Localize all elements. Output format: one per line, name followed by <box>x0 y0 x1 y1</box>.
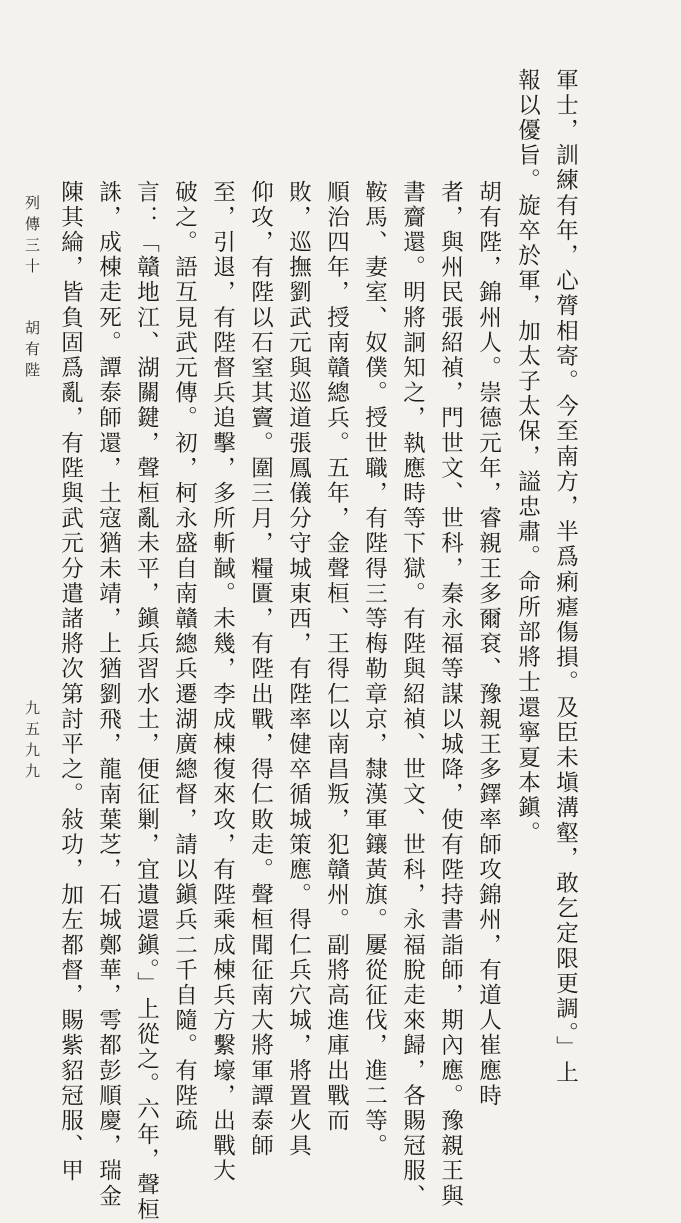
text-column: 至，引退，有陛督兵追擊，多所斬馘。未幾，李成棟復來攻，有陛乘成棟兵方繫壕，出戰大 <box>209 180 236 1184</box>
page-number: 九五九九 <box>23 700 41 784</box>
text-column: 陳其綸，皆負固爲亂，有陛與武元分遣諸將次第討平之。敍功，加左都督，賜紫貂冠服、甲 <box>57 180 84 1184</box>
text-column: 言：「贛地江、湖關鍵，聲桓亂未平，鎭兵習水土，便征剿，宜遺還鎭。」上從之。六年，聲桓 <box>133 180 160 1223</box>
text-column: 者，與州民張紹禎，門世文、世科，秦永福等謀以城降，使有陛持書詣師，期內應。豫親王與 <box>437 180 464 1210</box>
text-column: 書齎還。明將詗知之，執應時等下獄。有陛與紹禎、世文、世科，永福脫走來歸，各賜冠服、 <box>399 180 426 1210</box>
text-column: 軍士，訓練有年，心膂相寄。今至南方，半爲痢瘧傷損。及臣未塡溝壑，敢乞定限更調。」上 <box>552 68 579 1086</box>
text-column: 順治四年，授南贛總兵。五年，金聲桓、王得仁以南昌叛，犯贛州。副將高進庫出戰而 <box>323 180 350 1134</box>
subject-label: 胡有陛 <box>23 320 41 383</box>
text-column: 誅，成棟走死。譚泰師還，土寇猶未靖，上猶劉飛，龍南葉芝，石城鄭華，雩都彭順慶，瑞金 <box>95 180 122 1210</box>
text-column: 報以優旨。旋卒於軍，加太子太保，謚忠肅。命所部將士還寧夏本鎭。 <box>514 68 541 847</box>
text-column: 胡有陛，錦州人。崇德元年，睿親王多爾袞、豫親王多鐸率師攻錦州，有道人崔應時 <box>475 180 502 1109</box>
text-column: 敗，巡撫劉武元與巡道張鳳儀分守城東西，有陛率健卒循城策應。得仁兵穴城，將置火具 <box>285 180 312 1159</box>
text-column: 鞍馬、妻室、奴僕。授世職，有陛得三等梅勒章京，隸漢軍鑲黃旗。屢從征伐，進二等。 <box>361 180 388 1159</box>
text-column: 破之。語互見武元傳。初，柯永盛自南贛總兵遷湖廣總督，請以鎭兵二千自隨。有陛疏 <box>171 180 198 1134</box>
text-column: 仰攻，有陛以石窒其竇。圍三月，糧匱，有陛出戰，得仁敗走。聲桓聞征南大將軍譚泰師 <box>247 180 274 1159</box>
chapter-label: 列傳三十 <box>23 195 41 279</box>
